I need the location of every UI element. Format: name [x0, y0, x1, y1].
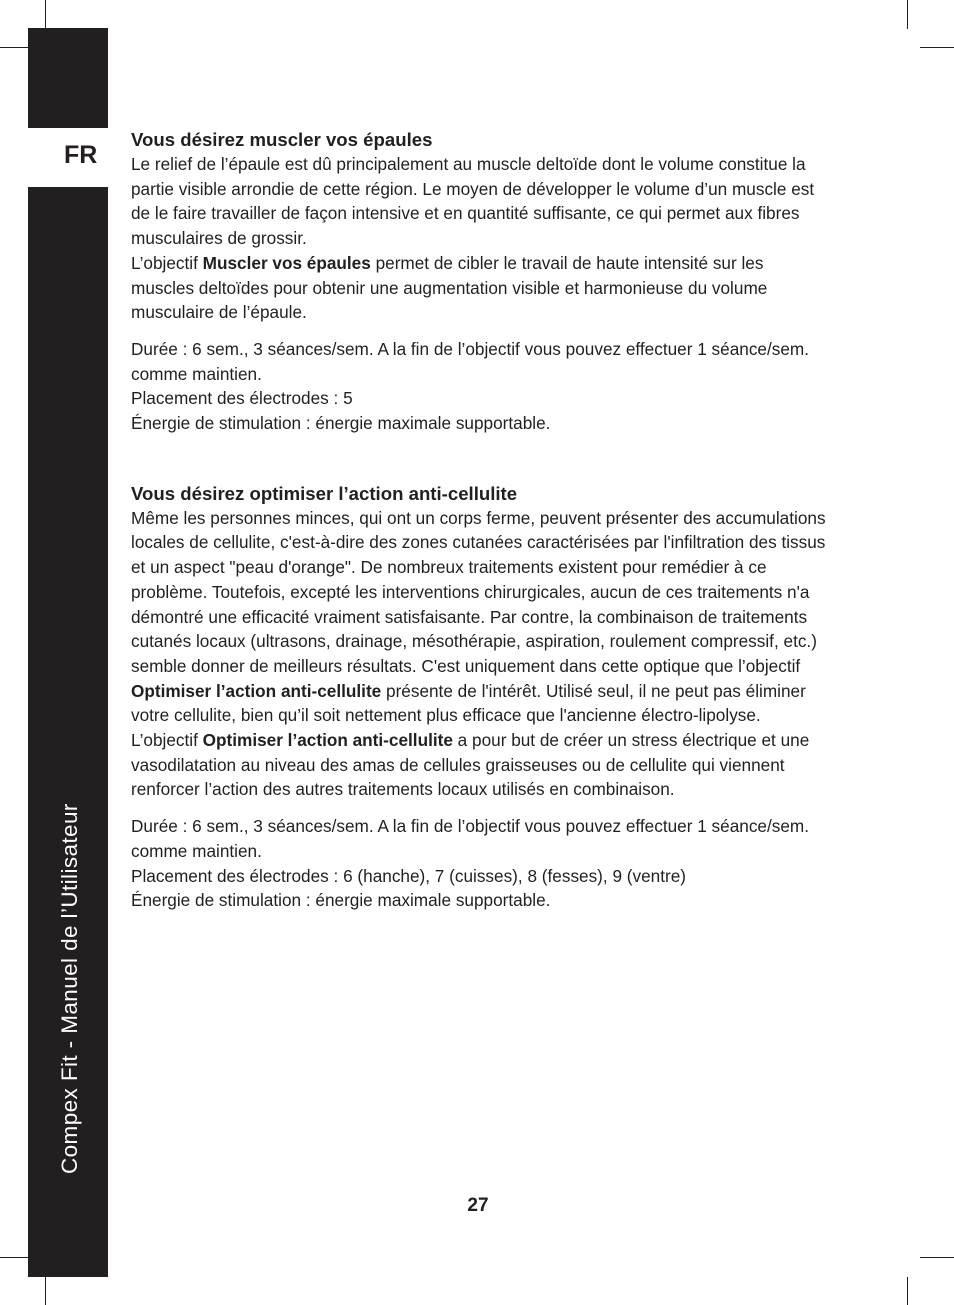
objective-name: Optimiser l’action anti-cellulite [131, 680, 382, 701]
duration-text: Durée : 6 sem., 3 séances/sem. A la fin de l’objectif vous pouvez effectuer 1 séance/sem. comme maintien. [131, 338, 809, 384]
text-fragment: Même les personnes minces, qui ont un corps ferme, peuvent présenter des accumulations locales de cellulite, c'est-à-dire des zones cutanées caractérisées par l'infiltration des tissus et un aspect "peau d'orange". De nombreux traitements existent pour remédier à ce problème. Toutefois, excepté les interventions chirurgicales, aucun de ces traitements n'a démontré une efficacité vraiment satisfaisante. Par contre, la combinaison de traitements cutanés locaux (ultrasons, drainage, mésothérapie, aspiration, roulement compressif, etc.) semble donner de meilleurs résultats. C'est uniquement dans cette optique que l’objectif [131, 507, 826, 676]
text-fragment: L’objectif [131, 252, 203, 273]
paragraph [131, 506, 831, 802]
crop-mark [920, 47, 954, 48]
text-fragment: a pour but de créer un stress électrique et une vasodilatation au niveau des amas de cellules graisseuses ou de cellulite qui viennent renforcer l’action des autres traitements locaux utilisés en combinaison. [131, 730, 810, 800]
section-heading-shoulders: Vous désirez muscler vos épaules [131, 129, 433, 150]
sidebar-top-block [28, 28, 108, 128]
crop-mark [45, 1277, 46, 1305]
text-fragment: L’objectif [131, 730, 203, 751]
electrode-placement: Placement des électrodes : 5 [131, 388, 353, 409]
manual-title-vertical: Compex Fit - Manuel de l’Utilisateur [57, 803, 82, 1174]
stimulation-energy: Énergie de stimulation : énergie maximale supportable. [131, 890, 551, 911]
page-number: 27 [467, 1195, 489, 1216]
text-fragment: permet de cibler le travail de haute intensité sur les muscles deltoïdes pour obtenir une augmentation visible et harmonieuse du volume musculaire de l’épaule. [131, 252, 768, 323]
paragraph [131, 152, 831, 325]
program-details [131, 337, 831, 436]
objective-name: Optimiser l’action anti-cellulite [202, 730, 453, 751]
shoulders-intro: Le relief de l’épaule est dû principalement au muscle deltoïde dont le volume constitue la partie visible arrondie de cette région. Le moyen de développer le volume d’un muscle est de le faire travailler de façon intensive et en quantité suffisante, ce qui permet aux fibres musculaires de grossir. [131, 154, 815, 249]
objective-name: Muscler vos épaules [202, 252, 371, 273]
language-tab: FR [64, 141, 98, 169]
program-details [131, 814, 831, 913]
crop-mark [45, 0, 46, 29]
crop-mark [0, 47, 29, 48]
electrode-placement: Placement des électrodes : 6 (hanche), 7 (cuisses), 8 (fesses), 9 (ventre) [131, 865, 687, 886]
duration-text: Durée : 6 sem., 3 séances/sem. A la fin de l’objectif vous pouvez effectuer 1 séance/sem. comme maintien. [131, 816, 809, 861]
page-content [131, 127, 831, 913]
section-heading-cellulite: Vous désirez optimiser l’action anti-cellulite [131, 482, 518, 504]
crop-mark [907, 1277, 908, 1305]
crop-mark [0, 1257, 29, 1258]
text-fragment: présente de l'intérêt. Utilisé seul, il ne peut pas éliminer votre cellulite, bien qu’il soit nettement plus efficace que l'ancienne électro-lipolyse. [131, 680, 806, 726]
crop-mark [907, 0, 908, 29]
crop-mark [920, 1257, 954, 1258]
stimulation-energy: Énergie de stimulation : énergie maximale supportable. [131, 413, 551, 434]
